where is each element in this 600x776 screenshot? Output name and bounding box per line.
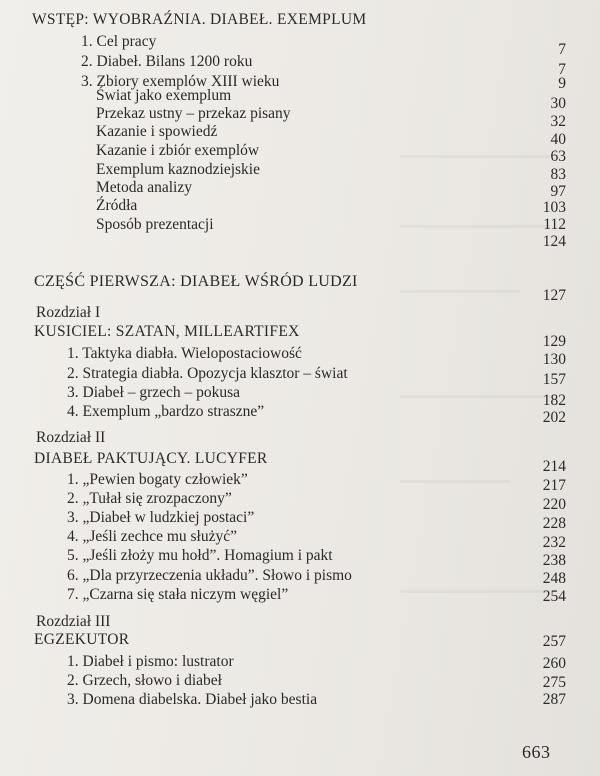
entry-page: 124 [542,233,566,250]
entry-title: 5. „Jeśli złoży mu hołd”. Homagium i pakt [67,547,333,564]
chapter-title: DIABEŁ PAKTUJĄCY. LUCYFER [34,450,268,467]
toc-entry [0,470,600,494]
entry-page: 30 [550,95,566,112]
entry-title: 6. „Dla przyrzeczenia układu”. Słowo i pismo [67,567,352,584]
toc-entry [0,546,600,569]
toc-chapter-number [0,303,600,323]
entry-title: Exemplum kaznodziejskie [96,161,260,178]
section-title: WSTĘP: WYOBRAŹNIA. DIABEŁ. EXEMPLUM [32,11,367,28]
entry-title: 1. Taktyka diabła. Wielopostaciowość [67,345,302,362]
entry-page: 257 [542,633,566,650]
entry-title: 2. Grzech, słowo i diabeł [67,672,222,689]
entry-title: 1. Diabeł i pismo: lustrator [67,653,234,670]
entry-title: 7. „Czarna się stała niczym węgiel” [67,586,289,603]
toc-entry [0,364,600,388]
entry-title: 3. „Diabeł w ludzkiej postaci” [67,509,255,526]
entry-title: Przekaz ustny – przekaz pisany [96,105,291,122]
toc-entry [0,402,600,426]
toc-entry [0,566,600,586]
entry-title: 3. Diabeł – grzech – pokusa [67,384,241,401]
toc-entry [0,122,600,148]
toc-chapter-number [0,428,600,448]
toc-entry [0,652,600,672]
part-title: CZĘŚĆ PIERWSZA: DIABEŁ WŚRÓD LUDZI [34,273,358,290]
entry-page: 202 [542,409,566,426]
toc-entry [0,141,600,165]
toc-entry [0,489,600,513]
entry-title: 1. „Pewien bogaty człowiek” [67,471,248,488]
entry-page: 232 [542,534,566,551]
entry-page: 127 [542,287,566,304]
chapter-title: EGZEKUTOR [34,631,130,648]
entry-page: 40 [550,131,566,148]
entry-page: 217 [542,477,566,494]
chapter-number: Rozdział III [36,613,111,630]
entry-page: 260 [542,655,566,672]
entry-page: 238 [542,552,566,569]
entry-page: 275 [542,674,566,691]
entry-page: 9 [558,75,566,92]
toc-entry [0,160,600,183]
entry-page: 32 [550,113,566,130]
entry-page: 228 [542,515,566,532]
entry-title: 4. Exemplum „bardzo straszne” [67,403,265,420]
entry-title: 4. „Jeśli zechce mu służyć” [67,528,237,545]
entry-page: 214 [542,458,566,475]
entry-page: 248 [542,570,566,587]
entry-page: 112 [543,216,566,233]
page-number: 663 [522,742,551,762]
chapter-number: Rozdział II [36,429,106,446]
entry-title: Kazanie i spowiedź [96,123,218,140]
entry-page: 63 [550,148,566,165]
toc-chapter-title [0,630,600,650]
entry-page: 7 [558,41,566,58]
toc-section-heading [0,10,600,30]
toc-entry [0,671,600,691]
entry-page: 182 [542,392,566,409]
entry-page: 157 [542,371,566,388]
entry-page: 220 [542,496,566,513]
toc-chapter-title [0,449,600,475]
entry-title: Świat jako exemplum [96,87,232,104]
toc-entry [0,585,600,605]
entry-title: Źródła [96,197,138,214]
toc-entry [0,508,600,532]
toc-page-row [0,232,600,252]
entry-title: Metoda analizy [96,179,192,196]
entry-page: 7 [558,61,566,78]
entry-title: 3. Domena diabelska. Diabeł jako bestia [67,691,318,708]
entry-title: 2. Strategia diabła. Opozycja klasztor – świat [67,365,348,382]
toc-entry [0,86,600,112]
chapter-number: Rozdział I [36,304,101,321]
toc-entry [0,383,600,409]
entry-title: 1. Cel pracy [81,33,157,50]
entry-page: 287 [542,691,566,708]
entry-page: 130 [542,351,566,368]
chapter-title: KUSICIEL: SZATAN, MILLEARTIFEX [34,323,300,340]
entry-page: 129 [542,333,566,350]
toc-entry [0,344,600,368]
entry-title: Sposób prezentacji [96,216,214,233]
entry-page: 254 [542,588,566,605]
entry-page: 97 [550,183,566,200]
toc-entry [0,690,600,710]
toc-entry [0,104,600,130]
entry-title: Kazanie i zbiór exemplów [96,142,260,159]
entry-title: 2. Diabeł. Bilans 1200 roku [81,53,253,70]
toc-entry [0,196,600,216]
entry-title: 2. „Tułał się zrozpaczony” [67,490,232,507]
entry-page: 83 [550,166,566,183]
toc-entry [0,178,600,198]
toc-entry [0,527,600,551]
toc-chapter-number [0,612,600,632]
entry-title: 3. Zbiory exemplów XIII wieku [81,73,280,90]
entry-page: 103 [542,199,566,216]
